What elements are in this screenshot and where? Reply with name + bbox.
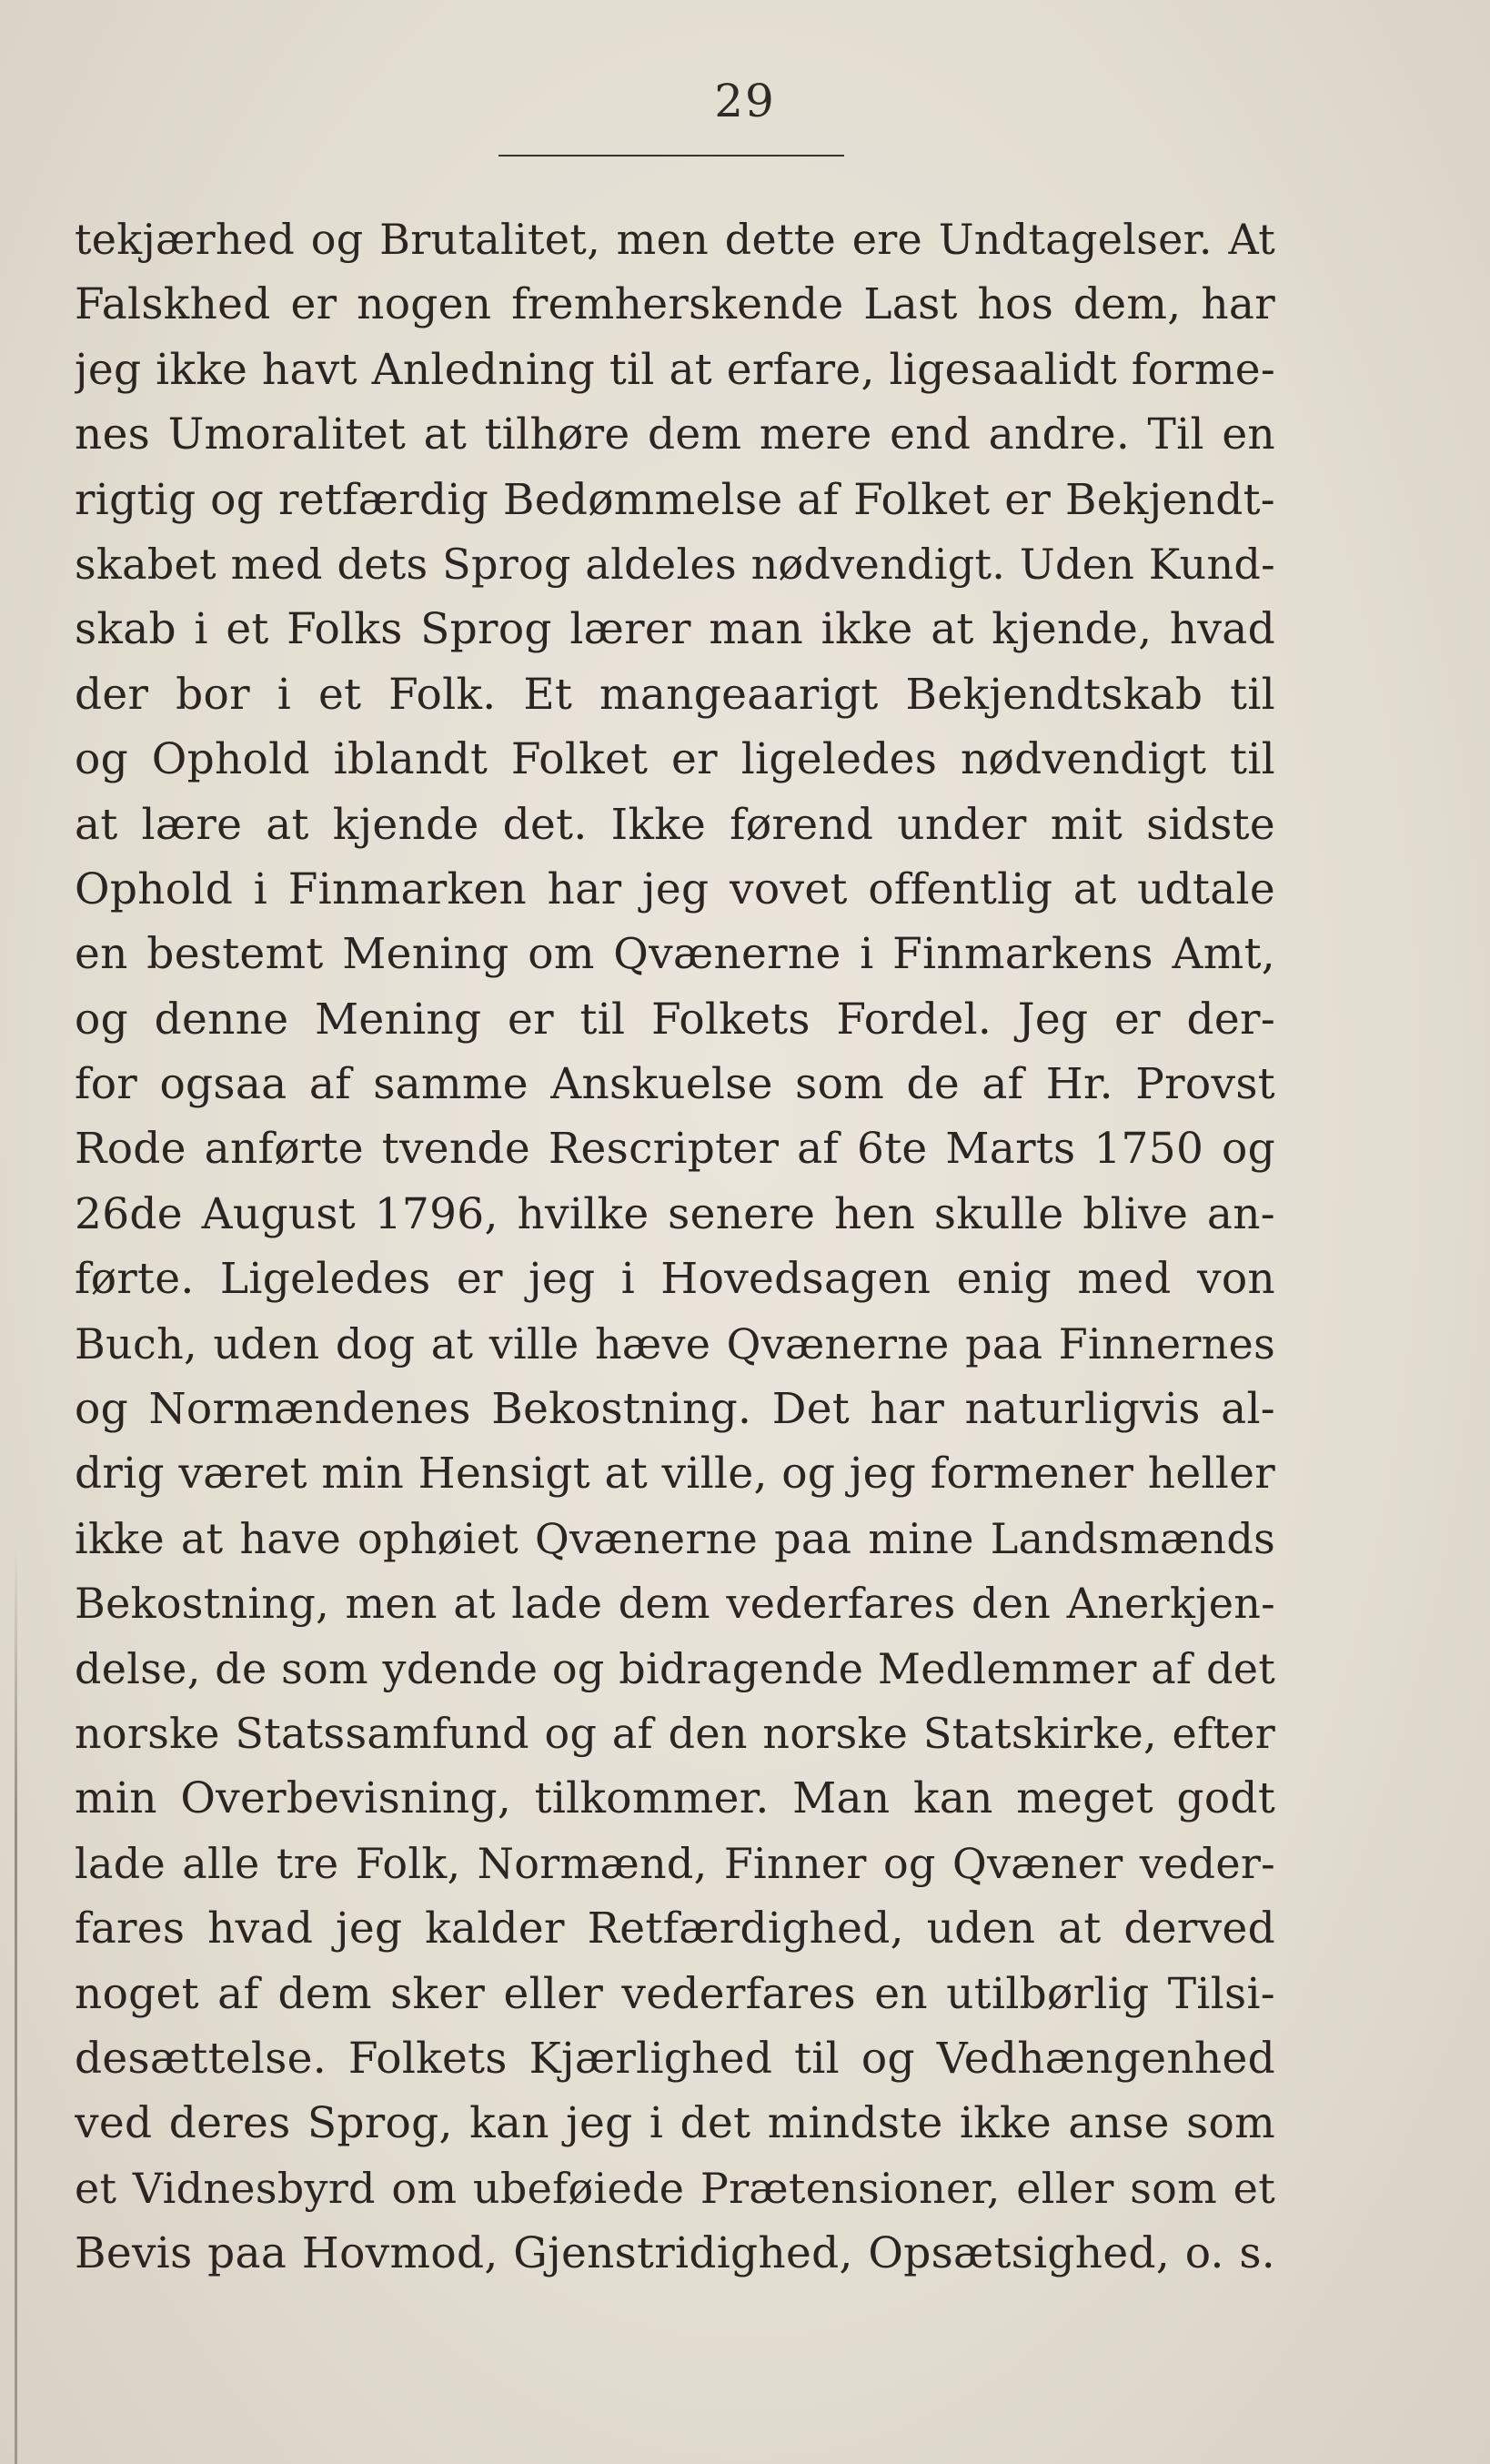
- text-line: fares hvad jeg kalder Retfærdighed, uden at derved: [75, 1904, 1275, 1954]
- text-line: der bor i et Folk. Et mangeaarigt Bekjendtskab til: [75, 669, 1275, 720]
- body-text: [75, 207, 1275, 2287]
- text-line: min Overbevisning, tilkommer. Man kan meget godt: [75, 1773, 1275, 1824]
- text-line: rigtig og retfærdig Bedømmelse af Folket er Bekjendt-: [75, 474, 1275, 525]
- text-line: og Normændenes Bekostning. Det har naturligvis al-: [75, 1384, 1275, 1435]
- text-line: tekjærhed og Brutalitet, men dette ere Undtagelser. At: [75, 215, 1275, 264]
- text-line: Falskhed er nogen fremherskende Last hos dem, har: [75, 279, 1275, 330]
- text-line: norske Statssamfund og af den norske Statskirke, efter: [75, 1708, 1275, 1758]
- page-edge-shadow: [15, 1547, 17, 2464]
- text-line: førte. Ligeledes er jeg i Hovedsagen enig med von: [75, 1254, 1275, 1305]
- text-line: nes Umoralitet at tilhøre dem mere end andre. Til en: [75, 409, 1275, 460]
- text-line: jeg ikke havt Anledning til at erfare, ligesaalidt forme-: [75, 344, 1275, 395]
- text-line: en bestemt Mening om Qvænerne i Finmarkens Amt,: [75, 929, 1275, 980]
- text-line: noget af dem sker eller vederfares en utilbørlig Tilsi-: [75, 1968, 1275, 2019]
- text-line: Ophold i Finmarken har jeg vovet offentlig at udtale: [75, 863, 1275, 914]
- header-rule: [498, 155, 844, 157]
- text-line: Bevis paa Hovmod, Gjenstridighed, Opsætsighed, o. s.: [75, 2228, 1275, 2279]
- text-line: ved deres Sprog, kan jeg i det mindste ikke anse som: [75, 2098, 1275, 2149]
- text-line: Buch, uden dog at ville hæve Qvænerne paa Finnernes: [75, 1318, 1275, 1368]
- text-line: lade alle tre Folk, Normænd, Finner og Qvæner veder-: [75, 1838, 1275, 1888]
- text-line: desættelse. Folkets Kjærlighed til og Vedhængenhed: [75, 2033, 1275, 2084]
- text-line: Rode anførte tvende Rescripter af 6te Marts 1750 og: [75, 1124, 1275, 1175]
- text-line: delse, de som ydende og bidragende Medlemmer af det: [75, 1643, 1275, 1693]
- text-line: ikke at have ophøiet Qvænerne paa mine Landsmænds: [75, 1513, 1275, 1563]
- text-line: og Ophold iblandt Folket er ligeledes nødvendigt til: [75, 734, 1275, 785]
- text-line: og denne Mening er til Folkets Fordel. Jeg er der-: [75, 994, 1275, 1045]
- text-line: at lære at kjende det. Ikke førend under mit sidste: [75, 799, 1275, 850]
- text-line: skab i et Folks Sprog lærer man ikke at kjende, hvad: [75, 604, 1275, 655]
- page-number: 29: [714, 75, 776, 127]
- text-line: skabet med dets Sprog aldeles nødvendigt. Uden Kund-: [75, 539, 1275, 589]
- text-line: et Vidnesbyrd om ubeføiede Prætensioner, eller som et: [75, 2163, 1275, 2213]
- text-line: 26de August 1796, hvilke senere hen skulle blive an-: [75, 1188, 1275, 1239]
- text-line: for ogsaa af samme Anskuelse som de af Hr. Provst: [75, 1059, 1275, 1110]
- text-line: Bekostning, men at lade dem vederfares den Anerkjen-: [75, 1579, 1275, 1629]
- text-line: drig været min Hensigt at ville, og jeg formener heller: [75, 1449, 1275, 1500]
